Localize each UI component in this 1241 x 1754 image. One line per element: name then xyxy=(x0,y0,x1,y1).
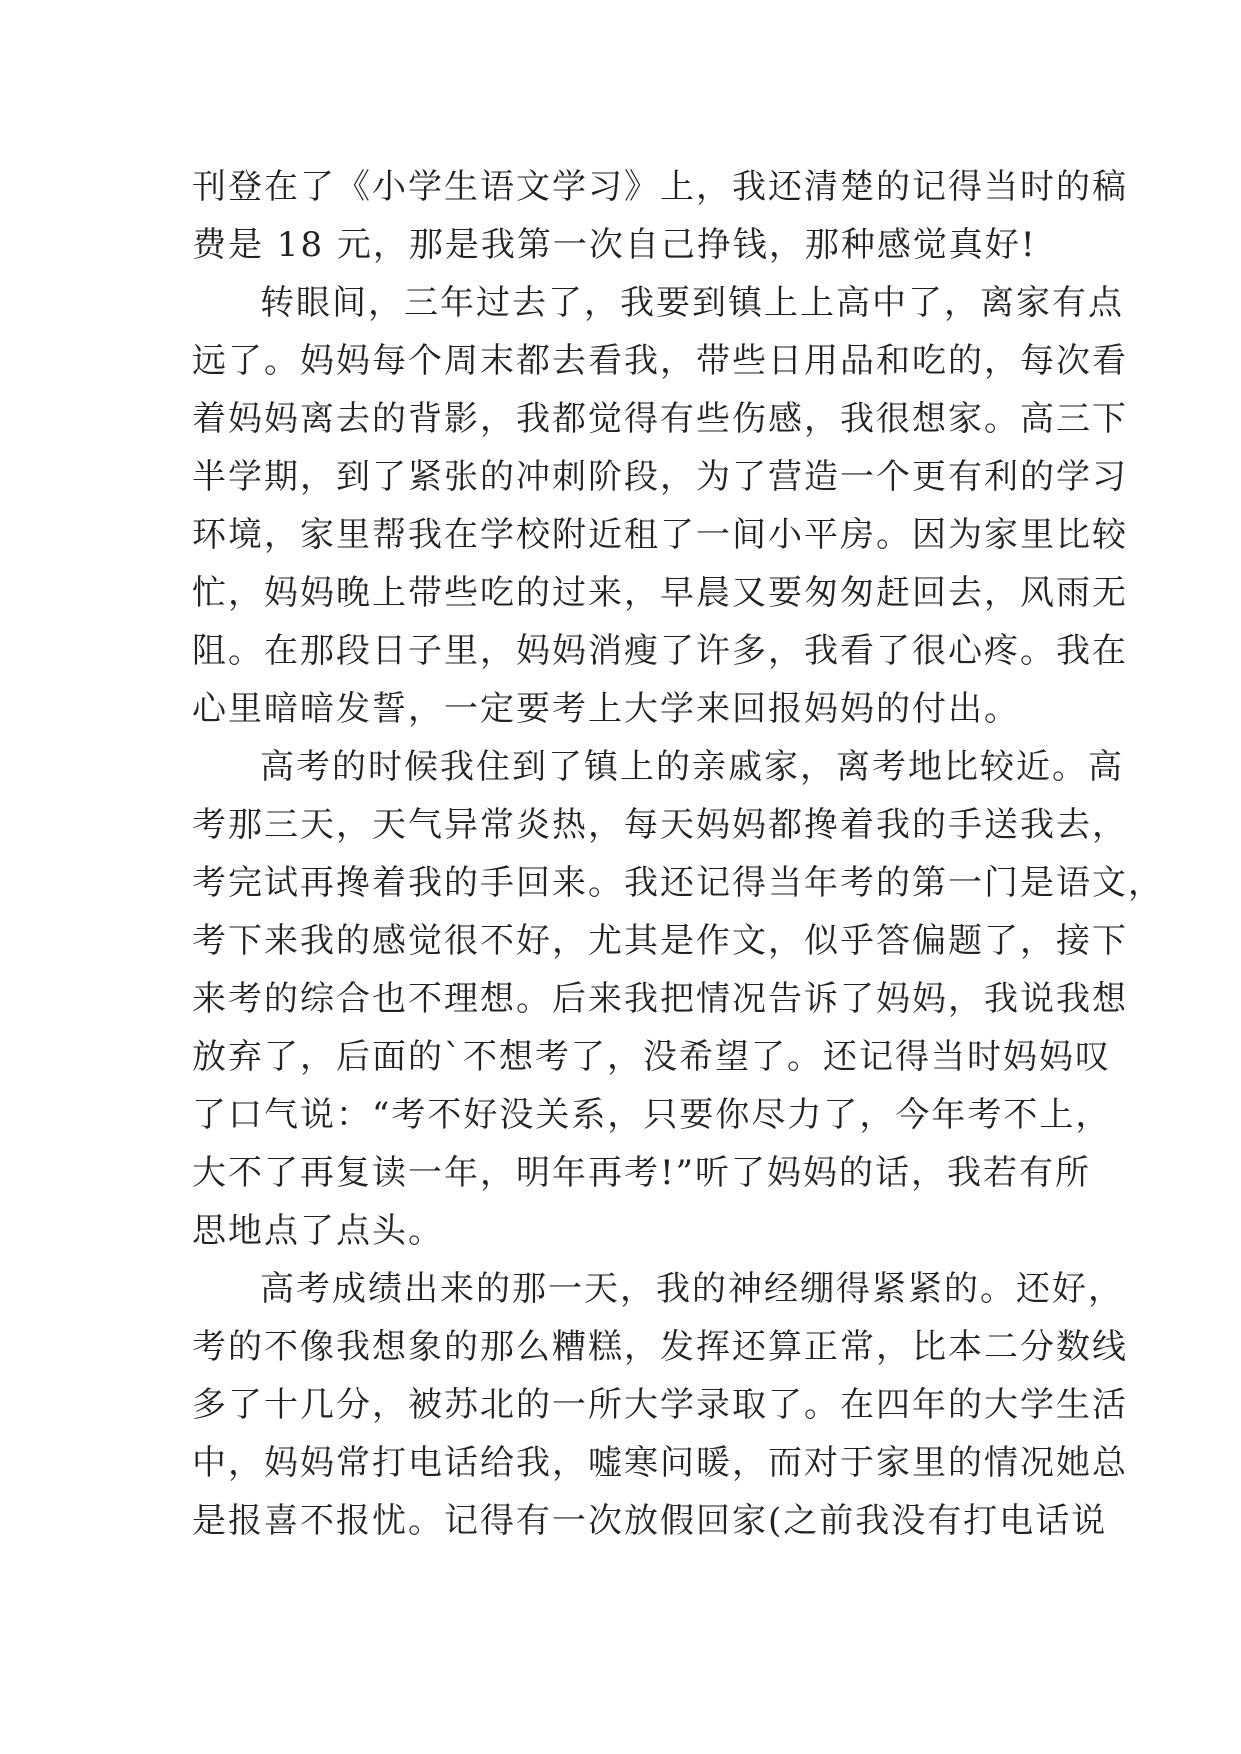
text-line: 心里暗暗发誓，一定要考上大学来回报妈妈的付出。 xyxy=(192,689,1020,729)
text-line: 环境，家里帮我在学校附近租了一间小平房。因为家里比较 xyxy=(192,515,1128,555)
text-line: 半学期，到了紧张的冲刺阶段，为了营造一个更有利的学习 xyxy=(192,457,1128,497)
text-line: 费是 18 元，那是我第一次自己挣钱，那种感觉真好! xyxy=(192,225,1037,265)
text-line: 来考的综合也不理想。后来我把情况告诉了妈妈，我说我想 xyxy=(192,979,1128,1019)
text-line: 中，妈妈常打电话给我，嘘寒问暖，而对于家里的情况她总 xyxy=(192,1443,1128,1483)
paragraph-first-line: 转眼间，三年过去了，我要到镇上上高中了，离家有点 xyxy=(260,283,1124,323)
text-line: 考那三天，天气异常炎热，每天妈妈都搀着我的手送我去， xyxy=(192,805,1128,845)
paragraph-first-line: 高考的时候我住到了镇上的亲戚家，离考地比较近。高 xyxy=(260,747,1124,787)
text-line: 思地点了点头。 xyxy=(192,1211,444,1251)
text-line: 放弃了，后面的`不想考了，没希望了。还记得当时妈妈叹 xyxy=(192,1037,1111,1077)
text-line: 远了。妈妈每个周末都去看我，带些日用品和吃的，每次看 xyxy=(192,341,1128,381)
text-line: 着妈妈离去的背影，我都觉得有些伤感，我很想家。高三下 xyxy=(192,399,1128,439)
text-line: 刊登在了《小学生语文学习》上，我还清楚的记得当时的稿 xyxy=(192,167,1128,207)
text-line: 了口气说：“考不好没关系，只要你尽力了，今年考不上， xyxy=(192,1095,1112,1135)
text-line: 多了十几分，被苏北的一所大学录取了。在四年的大学生活 xyxy=(192,1385,1128,1425)
paragraph-first-line: 高考成绩出来的那一天，我的神经绷得紧紧的。还好， xyxy=(260,1269,1124,1309)
text-line: 是报喜不报忧。记得有一次放假回家(之前我没有打电话说 xyxy=(192,1501,1108,1541)
body-text xyxy=(192,158,1164,1550)
text-line: 大不了再复读一年，明年再考!”听了妈妈的话，我若有所 xyxy=(192,1153,1092,1193)
text-line: 考下来我的感觉很不好，尤其是作文，似乎答偏题了，接下 xyxy=(192,921,1128,961)
text-line: 忙，妈妈晚上带些吃的过来，早晨又要匆匆赶回去，风雨无 xyxy=(192,573,1128,613)
text-line: 考的不像我想象的那么糟糕，发挥还算正常，比本二分数线 xyxy=(192,1327,1128,1367)
text-line: 阻。在那段日子里，妈妈消瘦了许多，我看了很心疼。我在 xyxy=(192,631,1128,671)
text-line: 考完试再搀着我的手回来。我还记得当年考的第一门是语文， xyxy=(192,863,1164,903)
